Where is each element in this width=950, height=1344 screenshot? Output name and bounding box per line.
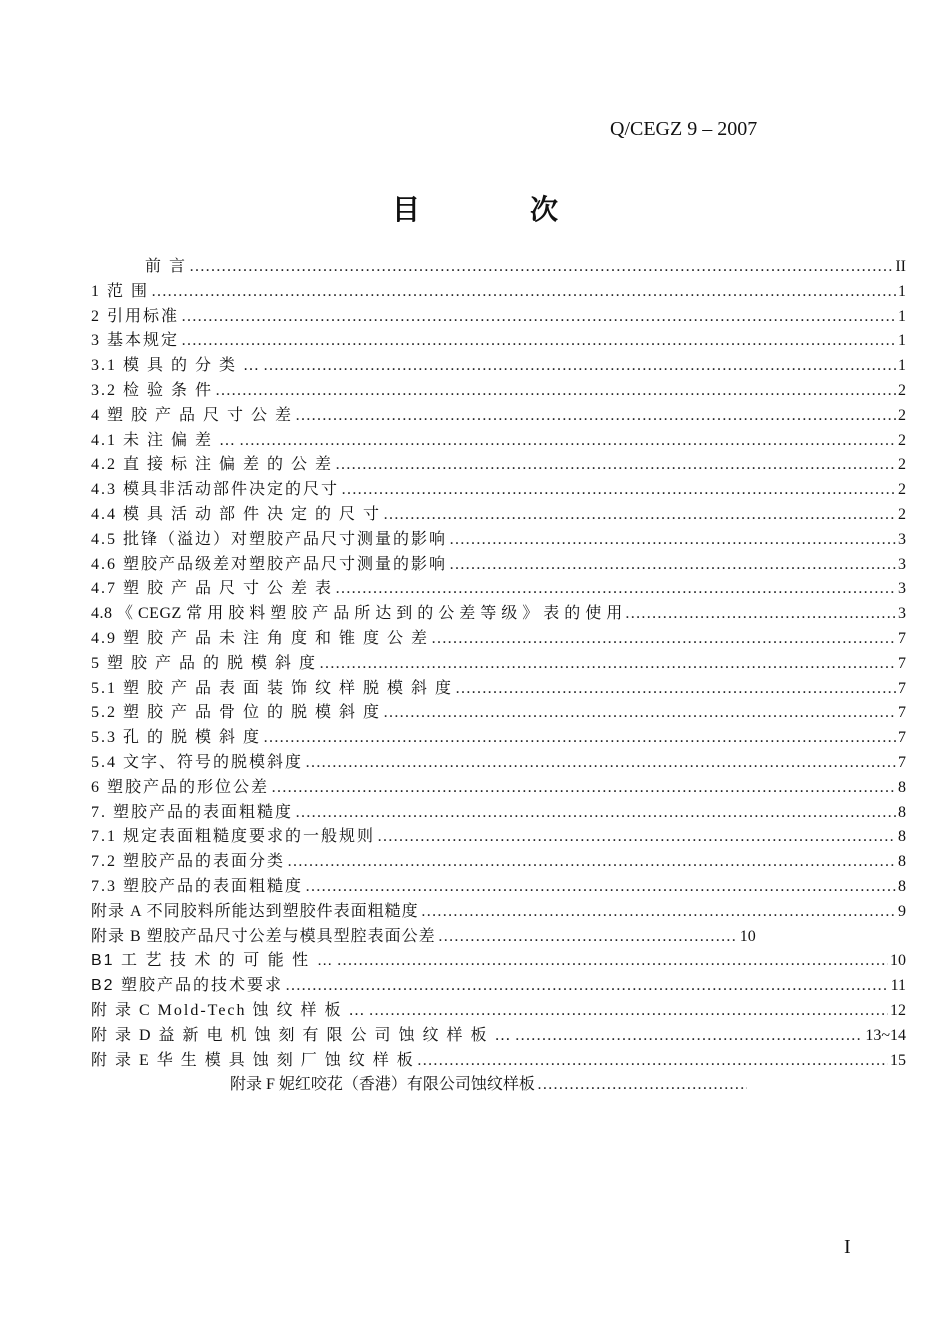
toc-entry[interactable] bbox=[91, 451, 906, 476]
toc-leader bbox=[377, 828, 896, 846]
toc-leader bbox=[337, 952, 888, 970]
toc-entry-page: 7 bbox=[898, 679, 906, 697]
toc-entry[interactable] bbox=[91, 749, 906, 774]
toc-entry[interactable] bbox=[91, 551, 906, 576]
toc-entry-page: 1 bbox=[898, 307, 906, 325]
toc-entry-label: 附录 A 不同胶料所能达到塑胶件表面粗糙度 bbox=[91, 902, 419, 920]
toc-entry-label: 6 塑胶产品的形位公差 bbox=[91, 778, 270, 796]
toc-leader bbox=[515, 1027, 864, 1045]
toc-leader bbox=[263, 729, 896, 747]
toc-leader bbox=[295, 407, 896, 425]
toc-entry-label: B1 工 艺 技 术 的 可 能 性 … bbox=[91, 952, 335, 970]
toc-entry-label: 3.1 模 具 的 分 类 … bbox=[91, 357, 262, 375]
toc-title-char-2: 次 bbox=[530, 193, 559, 226]
toc-leader bbox=[335, 580, 896, 598]
toc-entry-page: 8 bbox=[898, 877, 906, 895]
toc-entry[interactable] bbox=[91, 526, 906, 551]
toc-entry[interactable] bbox=[91, 1022, 906, 1047]
toc-entry-page: 8 bbox=[898, 778, 906, 796]
toc-entry-label: 附录 F 妮红咬花（香港）有限公司蚀纹样板 bbox=[230, 1076, 535, 1094]
toc-leader bbox=[181, 332, 896, 350]
toc-leader bbox=[421, 903, 896, 921]
toc-entry-label: 4.7 塑 胶 产 品 尺 寸 公 差 表 bbox=[91, 580, 334, 598]
toc-entry-label: 4.4 模 具 活 动 部 件 决 定 的 尺 寸 bbox=[91, 505, 382, 523]
toc-entry-page: 2 bbox=[898, 431, 906, 449]
toc-entry-page: 9 bbox=[898, 902, 906, 920]
toc-entry-page: II bbox=[895, 258, 906, 275]
toc-leader bbox=[625, 605, 896, 623]
toc-entry-label: 4.8 《 CEGZ 常 用 胶 料 塑 胶 产 品 所 达 到 的 公 差 等 级 》 表 的 使 用 bbox=[91, 605, 623, 623]
toc-leader bbox=[383, 506, 896, 524]
toc-leader bbox=[369, 1002, 888, 1020]
toc-leader bbox=[341, 481, 896, 499]
toc-entry-label: 7.3 塑胶产品的表面粗糙度 bbox=[91, 877, 304, 895]
toc-leader bbox=[537, 1076, 747, 1094]
toc-entry[interactable] bbox=[91, 575, 906, 600]
toc-entry-page: 8 bbox=[898, 853, 906, 871]
toc-entry-page: 13~14 bbox=[865, 1026, 906, 1044]
toc-entry-page: 7 bbox=[898, 704, 906, 722]
toc-entry[interactable] bbox=[91, 402, 906, 427]
toc-leader bbox=[438, 928, 738, 946]
toc-entry-page: 3 bbox=[898, 605, 906, 623]
toc-leader bbox=[305, 878, 896, 896]
toc-entry[interactable] bbox=[91, 799, 906, 824]
toc-leader bbox=[449, 531, 896, 549]
document-code: Q/CEGZ 9 – 2007 bbox=[610, 118, 758, 140]
toc-entry-page: 12 bbox=[890, 1001, 906, 1019]
toc-entry-page: 11 bbox=[890, 977, 906, 995]
toc-leader bbox=[263, 357, 896, 375]
toc-leader bbox=[181, 308, 896, 326]
toc-entry-label: 4.1 未 注 偏 差 … bbox=[91, 431, 238, 449]
toc-entry[interactable] bbox=[91, 898, 906, 923]
table-of-contents bbox=[91, 253, 906, 1096]
toc-entry-label: 附 录 E 华 生 模 具 蚀 刻 厂 蚀 纹 样 板 bbox=[91, 1051, 415, 1069]
toc-entry-label: B2 塑胶产品的技术要求 bbox=[91, 977, 284, 995]
toc-entry-page: 3 bbox=[898, 555, 906, 573]
toc-entry-label: 附 录 C Mold-Tech 蚀 纹 样 板 … bbox=[91, 1001, 367, 1019]
toc-entry-page: 2 bbox=[898, 505, 906, 523]
toc-entry[interactable] bbox=[91, 873, 906, 898]
toc-entry-page: 7 bbox=[898, 654, 906, 672]
toc-entry-label: 5.4 文字、符号的脱模斜度 bbox=[91, 753, 304, 771]
toc-entry[interactable] bbox=[91, 303, 906, 328]
toc-entry[interactable] bbox=[91, 675, 906, 700]
toc-entry-label: 5.3 孔 的 脱 模 斜 度 bbox=[91, 729, 262, 747]
toc-entry[interactable] bbox=[91, 848, 906, 873]
toc-entry-page: 15 bbox=[890, 1051, 906, 1069]
toc-leader bbox=[319, 655, 896, 673]
toc-entry[interactable] bbox=[91, 352, 906, 377]
toc-entry-page: 3 bbox=[898, 530, 906, 548]
toc-entry-page: 1 bbox=[898, 332, 906, 350]
toc-entry-page: 10 bbox=[890, 952, 906, 970]
toc-entry-page: 7 bbox=[898, 753, 906, 771]
toc-leader bbox=[449, 556, 896, 574]
page-number: I bbox=[844, 1236, 851, 1258]
toc-entry[interactable] bbox=[91, 253, 906, 278]
toc-entry-page: 8 bbox=[898, 828, 906, 846]
toc-entry-label: 4.9 塑 胶 产 品 未 注 角 度 和 锥 度 公 差 bbox=[91, 629, 430, 647]
toc-entry-label: 7.1 规定表面粗糙度要求的一般规则 bbox=[91, 828, 376, 846]
toc-leader bbox=[305, 754, 896, 772]
toc-entry-page: 1 bbox=[898, 282, 906, 300]
toc-entry[interactable] bbox=[91, 625, 906, 650]
toc-entry-label: 4.3 模具非活动部件决定的尺寸 bbox=[91, 481, 340, 499]
toc-leader bbox=[215, 382, 896, 400]
toc-entry-label: 5.1 塑 胶 产 品 表 面 装 饰 纹 样 脱 模 斜 度 bbox=[91, 679, 454, 697]
toc-leader bbox=[189, 258, 893, 276]
toc-entry[interactable] bbox=[91, 1047, 906, 1072]
toc-entry-page: 2 bbox=[898, 406, 906, 424]
toc-entry-label: 7.2 塑胶产品的表面分类 bbox=[91, 853, 286, 871]
toc-leader bbox=[417, 1052, 888, 1070]
toc-entry[interactable] bbox=[91, 327, 906, 352]
toc-entry-label: 3 基本规定 bbox=[91, 332, 180, 350]
toc-entry[interactable] bbox=[91, 600, 906, 625]
toc-entry[interactable] bbox=[91, 501, 906, 526]
toc-entry[interactable] bbox=[91, 1071, 906, 1096]
toc-entry-label: 4 塑 胶 产 品 尺 寸 公 差 bbox=[91, 406, 294, 424]
toc-leader bbox=[335, 456, 896, 474]
toc-entry[interactable] bbox=[91, 377, 906, 402]
toc-entry-page: 10 bbox=[739, 927, 756, 945]
toc-entry[interactable] bbox=[91, 947, 906, 972]
toc-leader bbox=[431, 630, 896, 648]
toc-entry-label: 4.6 塑胶产品级差对塑胶产品尺寸测量的影响 bbox=[91, 555, 448, 573]
toc-entry-label: 2 引用标准 bbox=[91, 307, 180, 325]
toc-leader bbox=[455, 680, 896, 698]
toc-entry-label: 前 言 bbox=[145, 258, 188, 275]
toc-entry-page: 7 bbox=[898, 629, 906, 647]
toc-entry-page: 3 bbox=[898, 580, 906, 598]
toc-entry[interactable] bbox=[91, 923, 906, 948]
toc-entry[interactable] bbox=[91, 724, 906, 749]
toc-entry[interactable] bbox=[91, 476, 906, 501]
toc-entry-page: 2 bbox=[898, 456, 906, 474]
toc-leader bbox=[383, 704, 896, 722]
toc-leader bbox=[151, 283, 896, 301]
toc-entry-label: 附录 B 塑胶产品尺寸公差与模具型腔表面公差 bbox=[91, 927, 436, 945]
toc-leader bbox=[271, 779, 896, 797]
toc-leader bbox=[287, 853, 896, 871]
toc-entry-page: 8 bbox=[898, 803, 906, 821]
toc-entry-page: 2 bbox=[898, 481, 906, 499]
toc-entry[interactable] bbox=[91, 278, 906, 303]
toc-leader bbox=[285, 977, 889, 995]
toc-leader bbox=[239, 432, 896, 450]
toc-entry[interactable] bbox=[91, 823, 906, 848]
toc-entry[interactable] bbox=[91, 774, 906, 799]
toc-entry-label: 3.2 检 验 条 件 bbox=[91, 381, 214, 399]
toc-entry[interactable] bbox=[91, 997, 906, 1022]
toc-entry-label: 4.2 直 接 标 注 偏 差 的 公 差 bbox=[91, 456, 334, 474]
toc-entry-page: 1 bbox=[898, 357, 906, 375]
toc-entry[interactable] bbox=[91, 427, 906, 452]
toc-entry-label: 附 录 D 益 新 电 机 蚀 刻 有 限 公 司 蚀 纹 样 板 … bbox=[91, 1026, 513, 1044]
toc-leader bbox=[295, 804, 896, 822]
toc-entry[interactable] bbox=[91, 972, 906, 997]
toc-entry[interactable] bbox=[91, 699, 906, 724]
toc-title-char-1: 目 bbox=[391, 193, 420, 226]
toc-entry-page: 7 bbox=[898, 729, 906, 747]
toc-entry-label: 1 范 围 bbox=[91, 282, 150, 300]
toc-entry[interactable] bbox=[91, 650, 906, 675]
toc-title bbox=[0, 188, 950, 228]
toc-entry-label: 5.2 塑 胶 产 品 骨 位 的 脱 模 斜 度 bbox=[91, 704, 382, 722]
toc-entry-label: 4.5 批锋（溢边）对塑胶产品尺寸测量的影响 bbox=[91, 530, 448, 548]
toc-entry-label: 7. 塑胶产品的表面粗糙度 bbox=[91, 803, 294, 821]
toc-entry-label: 5 塑 胶 产 品 的 脱 模 斜 度 bbox=[91, 654, 318, 672]
toc-entry-page: 2 bbox=[898, 381, 906, 399]
